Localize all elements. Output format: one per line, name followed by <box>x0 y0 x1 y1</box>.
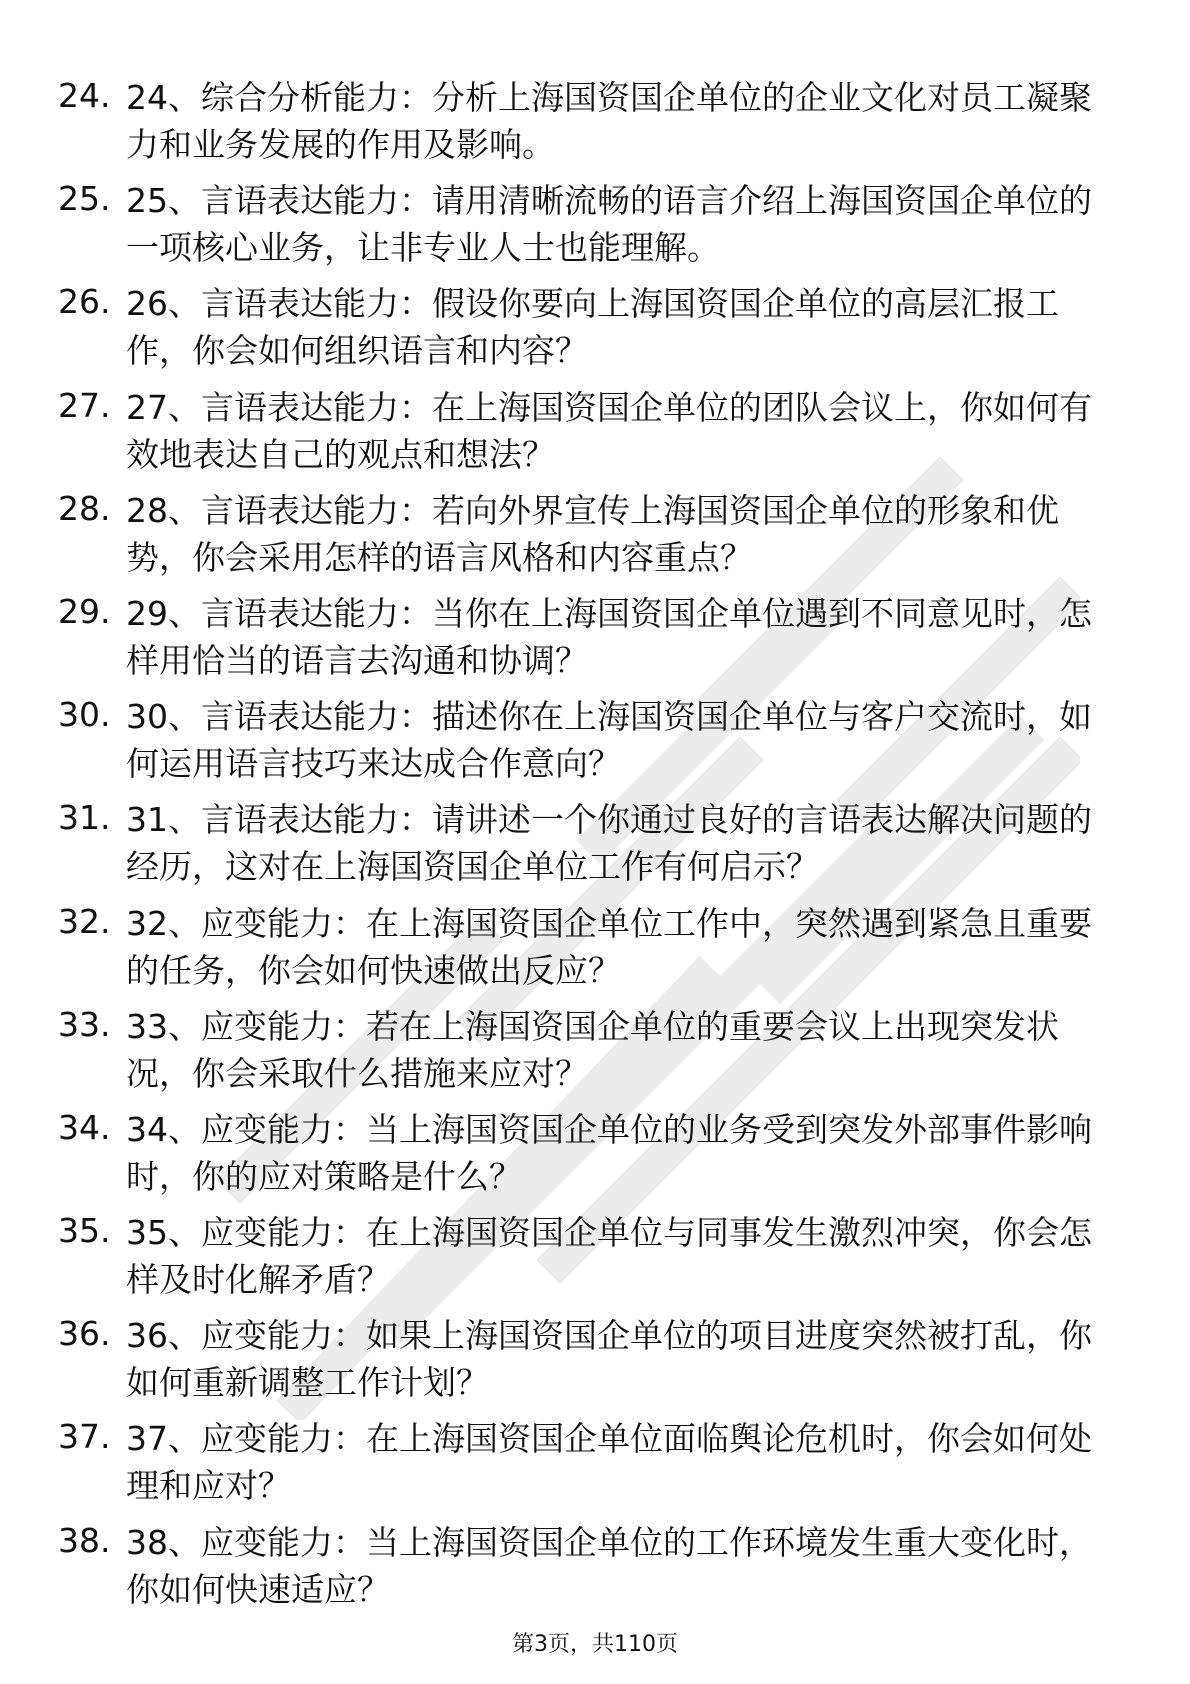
list-item <box>0 177 1190 280</box>
item-text: 37、应变能力：在上海国资国企单位面临舆论危机时，你会如何处理和应对？ <box>126 1419 1092 1506</box>
list-item <box>0 1209 1190 1312</box>
item-number: 28. <box>58 488 111 528</box>
item-number: 36. <box>58 1314 111 1354</box>
item-text: 34、应变能力：当上海国资国企单位的业务受到突发外部事件影响时，你的应对策略是什么？ <box>126 1109 1092 1196</box>
list-item <box>0 590 1190 693</box>
item-text: 33、应变能力：若在上海国资国企单位的重要会议上出现突发状况，你会采取什么措施来应对？ <box>126 1006 1059 1093</box>
item-number: 30. <box>58 695 111 735</box>
list-item <box>0 74 1190 177</box>
item-number: 24. <box>58 76 111 115</box>
item-number: 27. <box>58 385 111 425</box>
item-text: 38、应变能力：当上海国资国企单位的工作环境发生重大变化时，你如何快速适应？ <box>126 1522 1092 1609</box>
item-text: 30、言语表达能力：描述你在上海国资国企单位与客户交流时，如何运用语言技巧来达成合作意向？ <box>126 697 1092 784</box>
item-number: 31. <box>58 798 111 838</box>
page-number-footer: 第3页，共110页 <box>512 1632 678 1657</box>
item-text: 31、言语表达能力：请讲述一个你通过良好的言语表达解决问题的经历，这对在上海国资国企单位工作有何启示？ <box>126 800 1092 887</box>
item-number: 38. <box>58 1520 111 1560</box>
list-item <box>0 1519 1190 1622</box>
list-item <box>0 796 1190 899</box>
list-item <box>0 487 1190 590</box>
item-text: 26、言语表达能力：假设你要向上海国资国企单位的高层汇报工作，你会如何组织语言和内容？ <box>126 284 1059 371</box>
list-item <box>0 1106 1190 1209</box>
list-item <box>0 1312 1190 1415</box>
list-item <box>0 1415 1190 1518</box>
item-number: 37. <box>58 1417 111 1457</box>
list-item <box>0 900 1190 1003</box>
item-number: 35. <box>58 1211 111 1251</box>
item-text: 36、应变能力：如果上海国资国企单位的项目进度突然被打乱，你如何重新调整工作计划？ <box>126 1316 1092 1403</box>
list-item <box>0 1003 1190 1106</box>
item-number: 32. <box>58 901 111 941</box>
item-number: 33. <box>58 1004 111 1044</box>
item-text: 28、言语表达能力：若向外界宣传上海国资国企单位的形象和优势，你会采用怎样的语言风格和内容重点？ <box>126 490 1059 577</box>
item-text: 35、应变能力：在上海国资国企单位与同事发生激烈冲突，你会怎样及时化解矛盾？ <box>126 1213 1092 1300</box>
item-number: 26. <box>58 282 111 322</box>
item-text: 29、言语表达能力：当你在上海国资国企单位遇到不同意见时，怎样用恰当的语言去沟通和协调？ <box>126 593 1092 680</box>
item-text: 32、应变能力：在上海国资国企单位工作中，突然遇到紧急且重要的任务，你会如何快速做出反应？ <box>126 903 1092 990</box>
list-item <box>0 384 1190 487</box>
list-item <box>0 693 1190 796</box>
item-number: 29. <box>58 591 111 631</box>
item-number: 25. <box>58 179 111 219</box>
list-item <box>0 280 1190 383</box>
question-list <box>0 74 1190 1622</box>
item-number: 34. <box>58 1107 111 1147</box>
item-text: 25、言语表达能力：请用清晰流畅的语言介绍上海国资国企单位的一项核心业务，让非专业人士也能理解。 <box>126 181 1092 268</box>
item-text: 24、综合分析能力：分析上海国资国企单位的企业文化对员工凝聚力和业务发展的作用及影响。 <box>126 78 1092 164</box>
item-text: 27、言语表达能力：在上海国资国企单位的团队会议上，你如何有效地表达自己的观点和想法？ <box>126 387 1092 474</box>
